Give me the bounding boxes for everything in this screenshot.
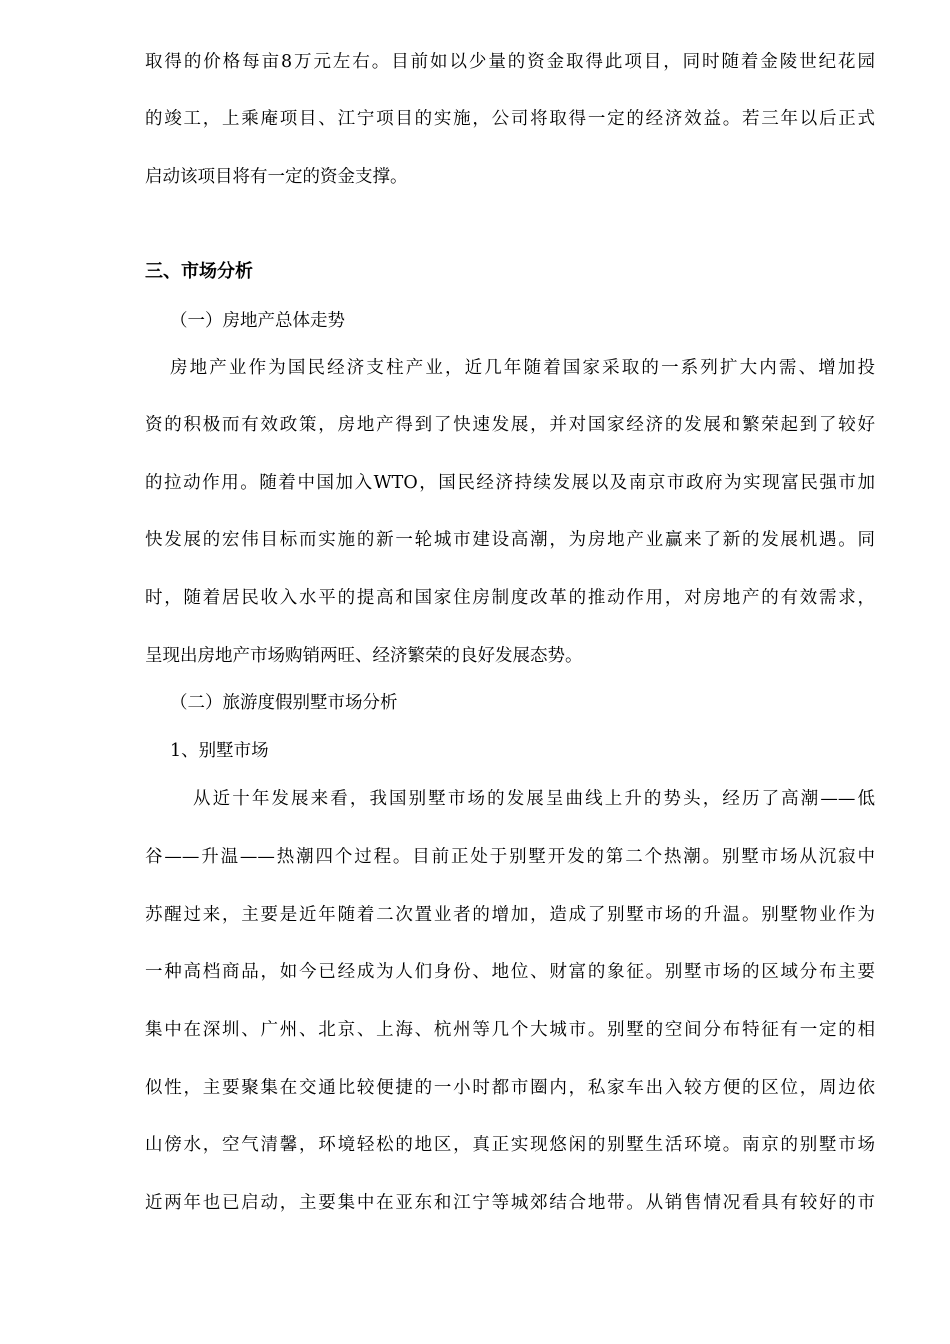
villa-line-1: 从近十年发展来看，我国别墅市场的发展呈曲线上升的势头，经历了高潮——低 xyxy=(193,789,875,809)
villa-line-4: 一种高档商品，如今已经成为人们身份、地位、财富的象征。别墅市场的区域分布主要 xyxy=(145,962,875,982)
villa-line-6: 似性，主要聚集在交通比较便捷的一小时都市圈内，私家车出入较方便的区位，周边依 xyxy=(145,1078,875,1098)
trend-line-2: 资的积极而有效政策，房地产得到了快速发展，并对国家经济的发展和繁荣起到了较好 xyxy=(145,415,875,435)
villa-line-8: 近两年也已启动，主要集中在亚东和江宁等城郊结合地带。从销售情况看具有较好的市 xyxy=(145,1193,875,1213)
intro-line-2: 的竣工，上乘庵项目、江宁项目的实施，公司将取得一定的经济效益。若三年以后正式 xyxy=(145,109,875,129)
villa-line-3: 苏醒过来，主要是近年随着二次置业者的增加，造成了别墅市场的升温。别墅物业作为 xyxy=(145,905,875,925)
trend-line-6: 呈现出房地产市场购销两旺、经济繁荣的良好发展态势。 xyxy=(145,646,583,666)
trend-line-1: 房地产业作为国民经济支柱产业，近几年随着国家采取的一系列扩大内需、增加投 xyxy=(170,358,875,378)
intro-line-3: 启动该项目将有一定的资金支撑。 xyxy=(145,167,408,187)
villa-line-7: 山傍水，空气清馨，环境轻松的地区，真正实现悠闲的别墅生活环境。南京的别墅市场 xyxy=(145,1135,875,1155)
trend-line-5: 时，随着居民收入水平的提高和国家住房制度改革的推动作用，对房地产的有效需求， xyxy=(145,588,875,608)
trend-line-3: 的拉动作用。随着中国加入WTO，国民经济持续发展以及南京市政府为实现富民强市加 xyxy=(145,473,875,493)
subsection-heading-villa-market: （二）旅游度假别墅市场分析 xyxy=(170,693,398,713)
trend-line-4: 快发展的宏伟目标而实施的新一轮城市建设高潮，为房地产业赢来了新的发展机遇。同 xyxy=(145,530,875,550)
subsection-heading-real-estate-trend: （一）房地产总体走势 xyxy=(170,311,345,331)
villa-line-2: 谷——升温——热潮四个过程。目前正处于别墅开发的第二个热潮。别墅市场从沉寂中 xyxy=(145,847,875,867)
item-heading-villa-market: 1、别墅市场 xyxy=(170,741,269,761)
section-heading-market-analysis: 三、市场分析 xyxy=(145,261,253,282)
intro-line-1: 取得的价格每亩8万元左右。目前如以少量的资金取得此项目，同时随着金陵世纪花园 xyxy=(145,52,875,72)
villa-line-5: 集中在深圳、广州、北京、上海、杭州等几个大城市。别墅的空间分布特征有一定的相 xyxy=(145,1020,875,1040)
